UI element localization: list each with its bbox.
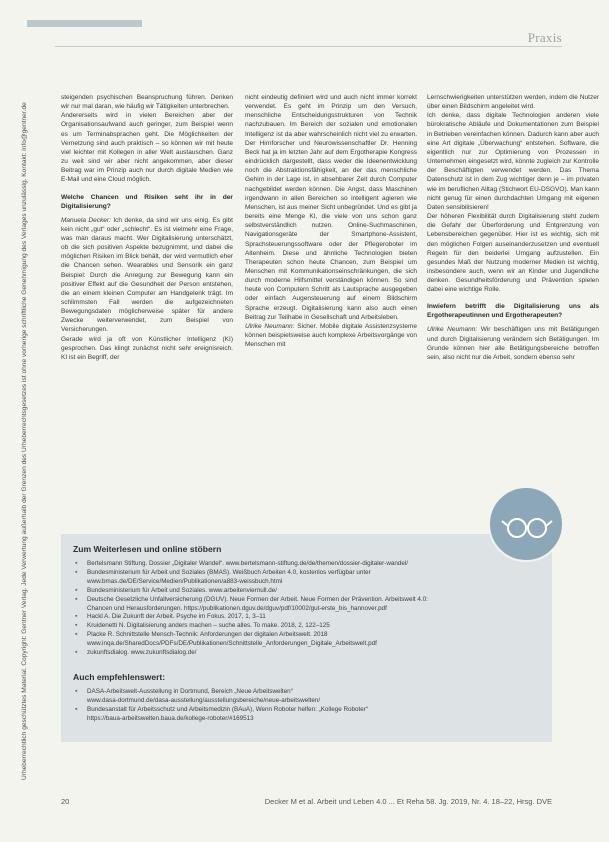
reference-item [71,640,541,649]
reference-text: DASA-Arbeitswelt-Ausstellung in Dortmund, Bereich „Neue Arbeitswelten“ [87,688,293,695]
bullet-icon: ▪ [75,568,78,576]
reference-item [71,569,541,578]
reference-text: Hackl A. Die Zukunft der Arbeit. Psyche im Fokus. 2017, 1, 3–11 [87,613,266,621]
body-paragraph [61,335,233,362]
paragraph-text: steigenden psychischen Beanspruchung führen. Denken wir nur mal daran, wie häufig wir Tätigkeiten unterbrechen. [61,94,233,111]
reference-text: Chancen und Herausforderungen. https://publikationen.dguv.de/dguv/pdf/10002/gut-erste_bis_hannover.pdf [87,604,387,612]
bullet-icon: ▪ [75,595,78,603]
further-reading-title: Zum Weiterlesen und online stöbern [73,544,222,554]
body-paragraph [427,93,599,111]
paragraph-text: Lernschwierigkeiten unterstützen werden, indem die Nutzer über einen Bildschirm angeleitet wird. [427,94,599,111]
reference-text: Bundesministerium für Arbeit und Soziales. www.arbeitenviernull.de/ [87,586,278,594]
reference-text: www.bmas.de/DE/Service/Medien/Publikationen/a883-weissbuch.html [87,577,283,585]
column-heading: Inwiefern betrifft die Digitalisierung uns als Ergotherapeutinnen und Ergotherapeuten? [427,303,599,320]
bullet-icon: ▪ [75,649,78,657]
text-column-2 [245,93,417,349]
paragraph-text: Ich denke, da sind wir uns einig. Es gibt kein nicht „gut“ oder „schlecht“. Es ist vielmehr eine Frage, was man daraus macht. Wer Digitalisierung unterschätzt, ob die sich positiven Aspekte bezugnimmt, und dabei die möglichen Risiken im Blick behält, der wird vermutlich eher die Chancen sehen. Wearables und Sensorik ein ganz Beispiel: Durch die Anregung zur Bewegung kann ein positiver Effekt auf die Gesundheit der Person entstehen, die an einem kleinen Computer am Handgelenk trägt. Im schlimmsten Fall werden die aufgezeichneten Bewegungsdaten möglicherweise später für andere Zwecke weiterverwendet, zum Beispiel von Versicherungen. [61,216,233,334]
bullet-icon: ▪ [75,613,78,621]
reference-text: https://baua-arbeitswelten.baua.de/kollege-roboter/#169513 [87,714,254,722]
reference-text: www.dasa-dortmund.de/dasa-ausstellung/ausstellungsbereiche/neue-arbeitswelten/ [87,696,321,704]
paragraph-text: Gerade wird ja oft von Künstlicher Intelligenz (KI) gesprochen. Das klingt zunächst nicht sehr ereignisreich. KI ist ein Begriff, der [61,335,233,361]
reference-item [71,605,541,614]
body-paragraph [427,111,599,212]
reference-item [71,688,541,697]
reference-text: Bertelsmann Stiftung. Dossier „Digitaler Wandel“. www.bertelsmann-stiftung.de/de/themen/dossier-digitaler-wandel/ [87,560,409,567]
reference-item [71,596,541,605]
paragraph-text: Wir beschäftigen uns mit Betätigungen und durch Digitalisierung verändern sich Betätigungen. Im Grunde können hier alle Betätigungsbereiche betroffen sein, also nicht nur die Arbeit, sondern ebenso sehr [427,326,599,361]
footer-citation: Decker M et al. Arbeit und Leben 4.0 ... Et Reha 58. Jg. 2019, Nr. 4. 18–22, Hrsg. DVE [264,797,552,806]
reference-item [71,578,541,587]
body-paragraph [427,325,599,362]
paragraph-text: Andererseits wird in vielen Bereichen aber der Organisationsaufwand auch geringer, zum Beispiel wenn es um Terminabsprachen geht. Die Möglichkeiten der Vernetzung sind auch praktisch – so können wir mit heute viel leichter mit Kollegen in aller Welt austauschen. Ganz zu weit sind wir aber nicht angekommen, aber dieser Beitrag war im Prinzip auch nur durch digitale Medien wie E-Mail und eine Cloud möglich. [61,112,233,184]
bullet-icon: ▪ [75,560,78,567]
body-paragraph [61,111,233,184]
glasses-icon [490,488,562,560]
header-rule [55,46,562,47]
paragraph-text: Der höheren Flexibilität durch Digitalisierung steht zudem die Gefahr der Überforderung und Entgrenzung von Lebensbereichen gegenüber. Hier ist es wichtig, sich mit den möglichen Folgen auseinanderzusetzen und eventuell Regeln für den beiderlei Umgang aufzustellen. Ein gesundes Maß der Nutzung moderner Medien ist wichtig, insbesondere auch, wenn wir an Kinder und Jugendliche denken. Gesundheitsförderung und Prävention spielen dabei eine wichtige Rolle. [427,213,599,294]
body-paragraph [245,322,417,349]
speaker-name: Ulrike Neumann: [427,326,481,334]
reference-text: Bundesministerium für Arbeit und Soziales (BMAS). Weißbuch Arbeiten 4.0, kostenlos verfügbar unter [87,568,371,576]
copyright-side-note: Urheberrechtlich geschütztes Material. Copyright: Gentner Verlag. Jede Verwertung außerhalb der Grenzen des Urheberrechtsgesetzes ist ohne vorherige schriftliche Genehmigung des Verlages unzulässig. Kontakt: info@gentner.de [21,102,28,780]
speaker-name: Ulrike Neumann: [245,322,298,330]
reference-item [71,706,541,715]
paragraph-text: Sicher. Mobile digitale Assistenzsysteme können beispielsweise auch komplexe Arbeitsvorgänge von Menschen mit [245,322,417,349]
body-paragraph [61,216,233,335]
reference-item [71,715,541,724]
text-column-1 [61,93,233,362]
reference-item [71,631,541,640]
further-reading-box [61,534,552,742]
recommended-title: Auch empfehlenswert: [73,672,166,682]
bullet-icon: ▪ [75,705,78,713]
reference-text: Placke R. Schnittstelle Mensch-Technik: Anforderungen der digitalen Arbeitswelt. 2018 [87,631,328,639]
glasses-badge [488,486,564,562]
paragraph-text: Ich denke, dass digitale Technologien anderen viele bürokratische Abläufe und Dokumentationen zum Beispiel in Betrieben vereinfachen können. Dadurch kann aber auch eine Art digitale „Überwachung“ entstehen. Software, die eigentlich nur zur Optimierung von Prozessen in Unternehmen eingesetzt wird, könnte zugleich zur Kontrolle der Beschäftigten verwendet werden. Das Thema Datenschutz ist in dem Zug wichtiger denn je – im privaten wie im beruflichen Alltag (Stichwort EU-DSGVO). Man kann nicht genug für einen durchdachten Umgang mit eigenen Daten sensibilisieren! [427,112,599,211]
bullet-icon: ▪ [75,586,78,594]
bullet-icon: ▪ [75,631,78,639]
reference-item [71,622,541,631]
reference-item [71,649,541,658]
bullet-icon: ▪ [75,622,78,630]
body-paragraph [427,212,599,294]
column-heading: Welche Chancen und Risiken seht ihr in der Digitalisierung? [61,193,233,210]
header-color-bar [27,20,142,27]
section-label: Praxis [527,30,562,45]
paragraph-text: nicht eindeutig definiert wird und auch nicht immer korrekt verwendet. Es geht im Prinzip um den Versuch, menschliche Entscheidungsstrukturen von Technik nachzubauen. Im Bereich der sozialen und emotionalen Intelligenz ist da aber wahrscheinlich nicht viel zu erwarten. Der Hirnforscher und Neurowissenschaftler Dr. Henning Beck hat ja im letzten Jahr auf dem Ergotherapie Kongress eindrücklich dargestellt, dass weder die Ideenentwicklung noch die Abstraktionsfähigkeit, an der das menschliche Gehirn in der Lage ist, in absehbarer Zeit durch Computer nachgebildet werden können. Die Angst, dass Maschinen irgendwann in allen Bereichen so intelligent agieren wie Menschen, ist aus meiner Sicht unbegründet. Und es gibt ja bereits eine Menge KI, die viele von uns schon ganz selbstverständlich nutzen. Online-Suchmaschinen, Navigationsgeräte der Smartphone-Assistent, Sprachsteuerungssoftware oder der Pflegeroboter im Altenheim. Diese und ähnliche Technologien bieten Therapeuten schon heute Chancen, zum Beispiel um Menschen mit Kommunikationseinschränkungen, die sich durch moderne Hilfsmittel verständigen können. So sind heute von Computern Schritt als Lautsprache ausgegeben oder einfach Augensteuerung auf einem Bildschirm Sprache erzeugt. Digitalisierung kann also auch einen Beitrag zur Teilhabe in Gesellschaft und Arbeitsleben. [245,94,417,321]
reference-text: www.inqa.de/SharedDocs/PDFs/DE/Publikationen/Schnittstelle_Anforderungen_Digitale_Arbeitswelt.pdf [87,640,377,648]
reference-text: Bundesanstalt für Arbeitsschutz und Arbeitsmedizin (BAuA), Wenn Roboter helfen: „Kollege Roboter“ [87,705,368,713]
reference-item [71,560,541,569]
reference-item [71,613,541,622]
body-paragraph [61,93,233,111]
further-reading-list [71,560,541,658]
reference-text: Kruidenetti N. Digitalisierung anders machen – suche alles. To make. 2018, 2, 122–125 [87,622,330,630]
speaker-name: Manuela Decker: [61,216,114,224]
text-column-3 [427,93,599,362]
bullet-icon: ▪ [75,688,78,695]
body-paragraph [245,93,417,322]
recommended-list [71,688,541,724]
reference-text: Deutsche Gesetzliche Unfallversicherung (DGUV). Neue Formen der Arbeit. Neue Formen der Prävention. Arbeitswelt 4.0: [87,595,428,603]
reference-item [71,587,541,596]
reference-text: zukunftsdialog. www.zukunftsdialog.de/ [87,649,197,657]
page-number: 20 [61,797,70,806]
reference-item [71,697,541,706]
